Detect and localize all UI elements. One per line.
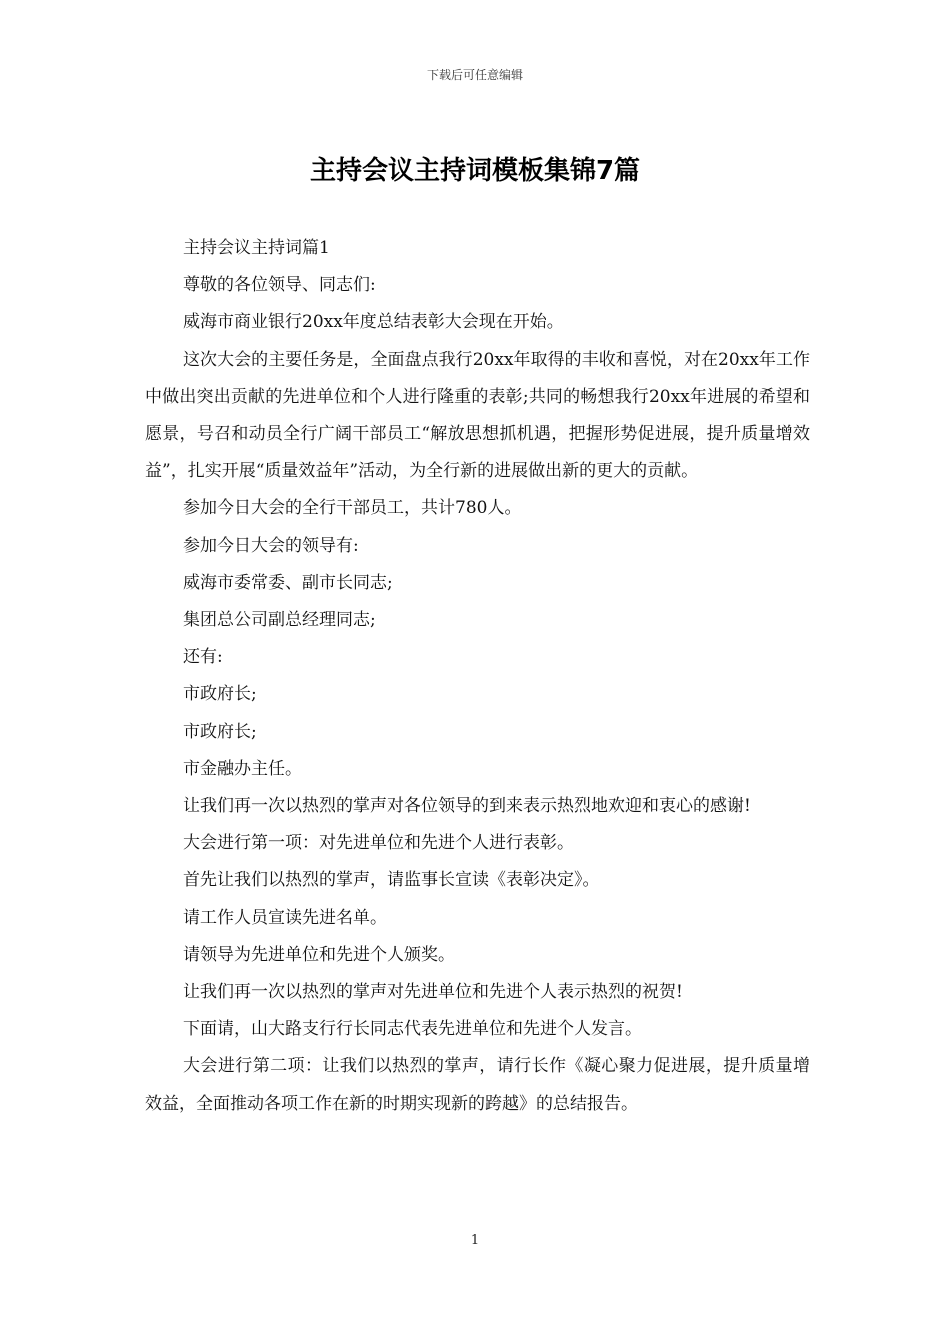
paragraph: 大会进行第一项：对先进单位和先进个人进行表彰。 bbox=[183, 833, 574, 854]
document-body bbox=[145, 230, 810, 1123]
paragraph: 下面请，山大路支行行长同志代表先进单位和先进个人发言。 bbox=[183, 1019, 642, 1040]
paragraph: 请领导为先进单位和先进个人颁奖。 bbox=[183, 944, 455, 965]
paragraph: 市政府长; bbox=[183, 684, 257, 705]
paragraph: 集团总公司副总经理同志; bbox=[183, 610, 376, 631]
paragraph: 主持会议主持词篇1 bbox=[183, 238, 330, 258]
header-note: 下载后可任意编辑 bbox=[426, 68, 523, 82]
paragraph: 大会进行第二项：让我们以热烈的掌声，请行长作《凝心聚力促进展，提升质量增效益，全面推动各项工作在新的时期实现新的跨越》的总结报告。 bbox=[145, 1056, 810, 1114]
paragraph: 让我们再一次以热烈的掌声对先进单位和先进个人表示热烈的祝贺! bbox=[183, 982, 683, 1003]
paragraph: 威海市商业银行20xx年度总结表彰大会现在开始。 bbox=[183, 312, 564, 333]
paragraph: 这次大会的主要任务是，全面盘点我行20xx年取得的丰收和喜悦，对在20xx年工作中做出突出贡献的先进单位和个人进行隆重的表彰;共同的畅想我行20xx年进展的希望和愿景，号召和动员全行广阔干部员工“解放思想抓机遇，把握形势促进展，提升质量增效益”，扎实开展“质量效益年”活动，为全行新的进展做出新的更大的贡献。 bbox=[145, 349, 810, 482]
paragraph: 威海市委常委、副市长同志; bbox=[183, 572, 393, 593]
paragraph: 请工作人员宣读先进名单。 bbox=[183, 907, 387, 928]
page-number: 1 bbox=[470, 1233, 480, 1248]
paragraph: 参加今日大会的领导有: bbox=[183, 535, 359, 556]
paragraph: 还有: bbox=[183, 647, 223, 668]
document-title: 主持会议主持词模板集锦7篇 bbox=[309, 156, 641, 186]
paragraph: 参加今日大会的全行干部员工，共计780人。 bbox=[183, 498, 522, 519]
paragraph: 市政府长; bbox=[183, 721, 257, 742]
paragraph: 首先让我们以热烈的掌声，请监事长宣读《表彰决定》。 bbox=[183, 870, 600, 891]
paragraph: 市金融办主任。 bbox=[183, 758, 302, 779]
paragraph: 尊敬的各位领导、同志们: bbox=[183, 275, 376, 296]
paragraph: 让我们再一次以热烈的掌声对各位领导的到来表示热烈地欢迎和衷心的感谢! bbox=[183, 796, 751, 817]
